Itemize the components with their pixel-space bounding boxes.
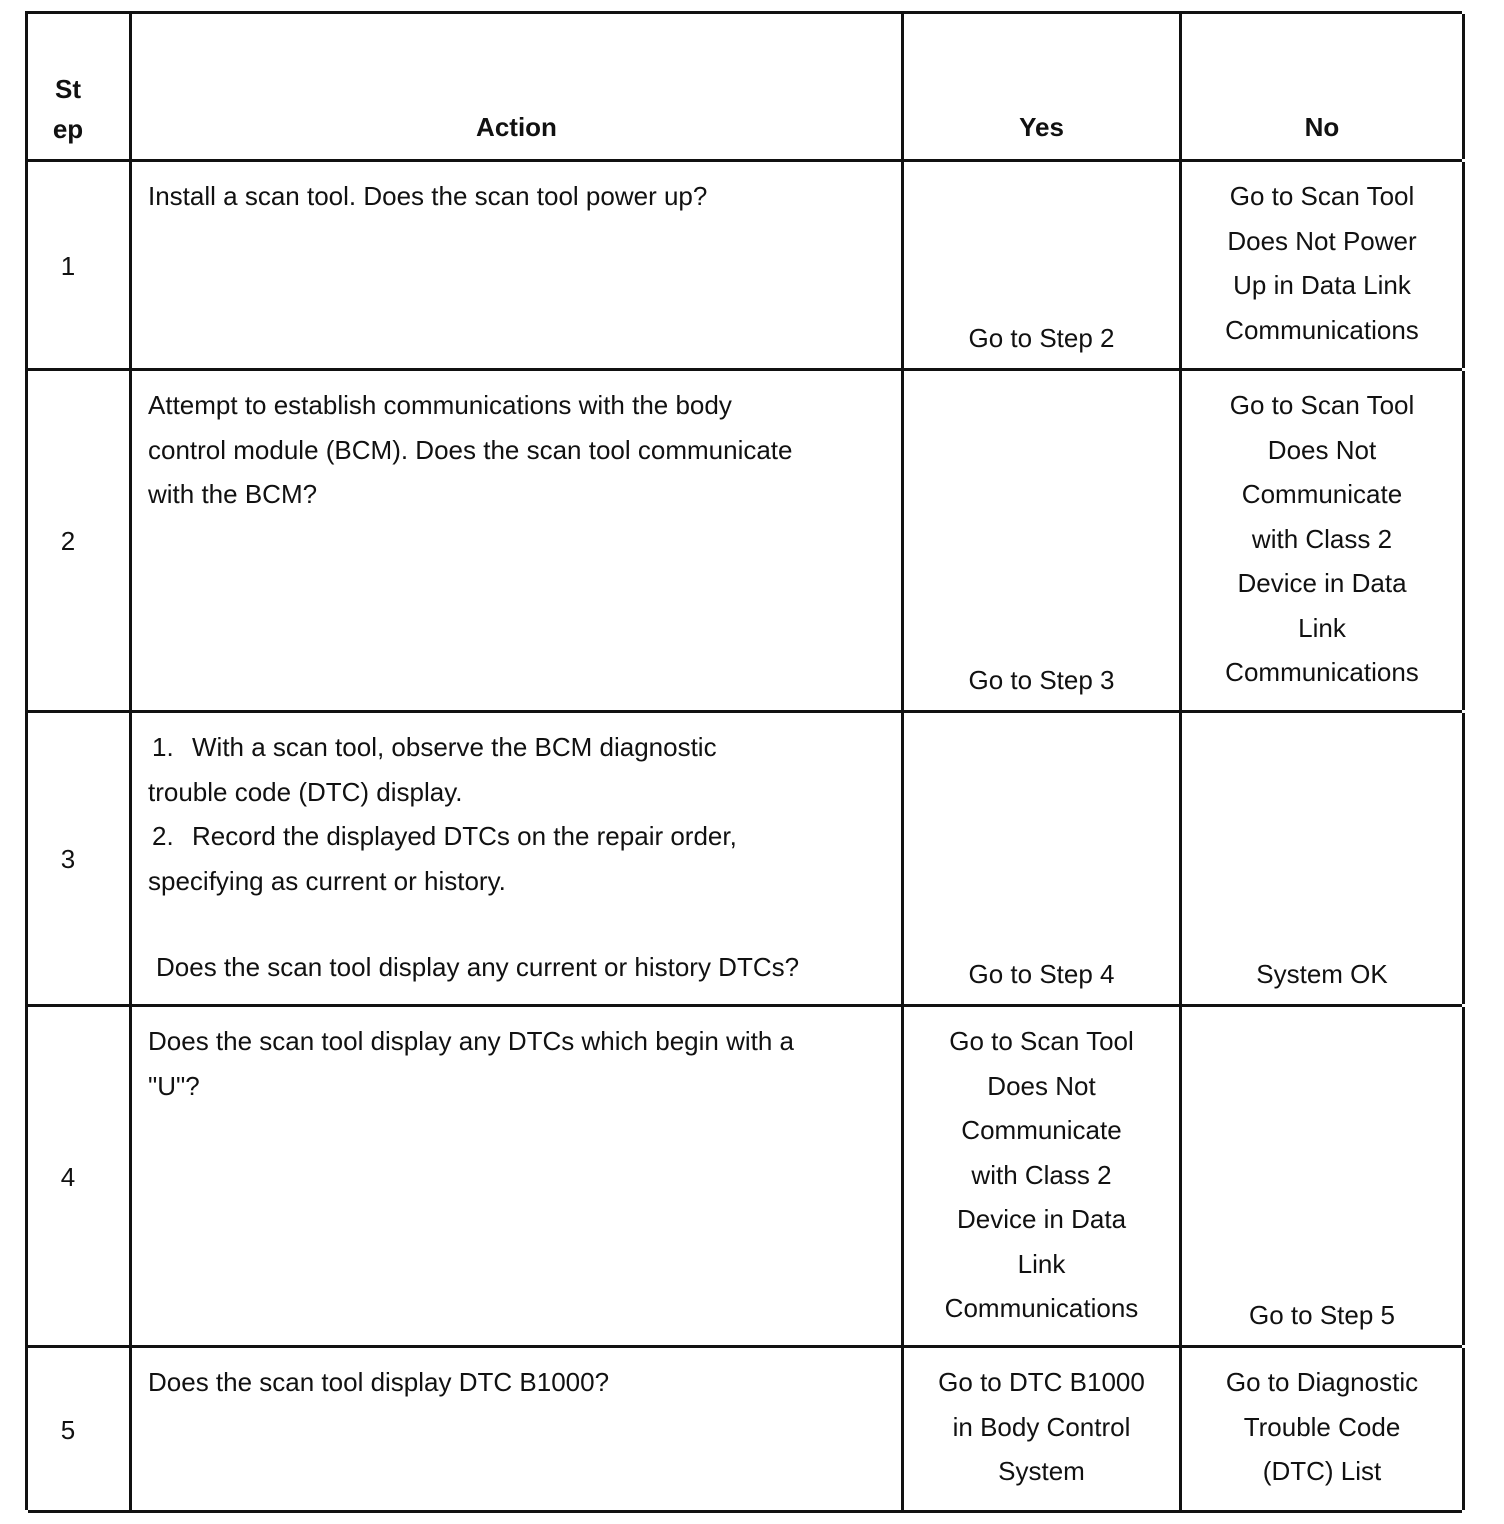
no-cell: Go to Scan Tool Does Not Power Up in Data Link Communications xyxy=(1182,162,1465,368)
no-cell: Go to Scan Tool Does Not Communicate with Class 2 Device in Data Link Communications xyxy=(1182,371,1465,710)
no-cell: System OK xyxy=(1182,713,1465,1004)
table-row xyxy=(28,162,1462,371)
header-yes: Yes xyxy=(904,14,1182,159)
yes-cell: Go to Step 3 xyxy=(904,371,1182,710)
header-action: Action xyxy=(132,14,904,159)
action-cell: 1. With a scan tool, observe the BCM diagnostic trouble code (DTC) display. 2. Record the displayed DTCs on the repair order, specifying as current or history. Does the scan tool display any current or history DTCs? xyxy=(132,713,904,1004)
header-no: No xyxy=(1182,14,1465,159)
table-row xyxy=(28,371,1462,713)
no-cell: Go to Diagnostic Trouble Code (DTC) List xyxy=(1182,1348,1465,1510)
table-row xyxy=(28,1007,1462,1348)
step-cell: 4 xyxy=(28,1007,132,1345)
action-cell: Attempt to establish communications with the body control module (BCM). Does the scan tool communicate with the BCM? xyxy=(132,371,904,710)
table-row xyxy=(28,1348,1462,1513)
action-cell: Install a scan tool. Does the scan tool power up? xyxy=(132,162,904,368)
step-cell: 1 xyxy=(28,162,132,368)
no-cell: Go to Step 5 xyxy=(1182,1007,1465,1345)
yes-cell: Go to Step 4 xyxy=(904,713,1182,1004)
yes-cell: Go to Scan Tool Does Not Communicate with Class 2 Device in Data Link Communications xyxy=(904,1007,1182,1345)
table-row xyxy=(28,713,1462,1007)
diagnostic-table xyxy=(25,11,1462,1510)
action-cell: Does the scan tool display DTC B1000? xyxy=(132,1348,904,1510)
header-step: St ep xyxy=(28,14,132,159)
step-cell: 3 xyxy=(28,713,132,1004)
action-cell: Does the scan tool display any DTCs which begin with a "U"? xyxy=(132,1007,904,1345)
step-cell: 5 xyxy=(28,1348,132,1510)
yes-cell: Go to Step 2 xyxy=(904,162,1182,368)
table-header-row xyxy=(28,14,1462,162)
step-cell: 2 xyxy=(28,371,132,710)
yes-cell: Go to DTC B1000 in Body Control System xyxy=(904,1348,1182,1510)
